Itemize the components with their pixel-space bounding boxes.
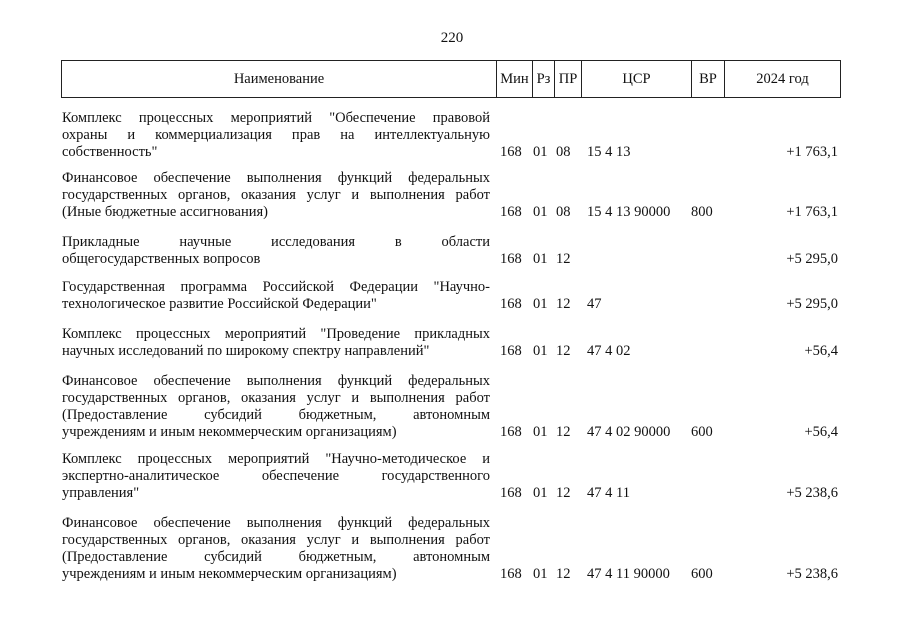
- row-name-line: учреждениям и иным некоммерческим организациям): [62, 424, 397, 440]
- table-row: [0, 371, 904, 441]
- cell-amount: +56,4: [804, 343, 838, 359]
- cell-rz: 01: [533, 343, 548, 359]
- cell-rz: 01: [533, 424, 548, 440]
- cell-amount: +5 295,0: [786, 296, 838, 312]
- row-name-line: государственных органов, оказания услуг и выполнения работ: [62, 532, 490, 548]
- row-name: [62, 515, 490, 583]
- row-name-line: Комплекс процессных мероприятий "Обеспечение правовой: [62, 110, 490, 126]
- cell-vr: 600: [691, 566, 713, 582]
- header-year: 2024 год: [725, 61, 841, 98]
- row-name-line: (Предоставление субсидий бюджетным, автономным: [62, 407, 490, 423]
- page-number: 220: [440, 30, 464, 46]
- cell-amount: +1 763,1: [786, 204, 838, 220]
- cell-csr: 47 4 02 90000: [587, 424, 671, 440]
- row-name-line: Финансовое обеспечение выполнения функций федеральных: [62, 170, 490, 186]
- cell-pr: 12: [556, 485, 571, 501]
- cell-amount: +1 763,1: [786, 144, 838, 160]
- row-name-line: управления": [62, 485, 140, 501]
- cell-amount: +5 238,6: [786, 485, 838, 501]
- row-name-line: Государственная программа Российской Федерации "Научно-: [62, 279, 490, 295]
- cell-min: 168: [500, 485, 522, 501]
- cell-min: 168: [500, 251, 522, 267]
- header-vr: ВР: [692, 61, 725, 98]
- table-row: [0, 513, 904, 583]
- cell-pr: 12: [556, 424, 571, 440]
- row-name-line: собственность": [62, 144, 158, 160]
- cell-rz: 01: [533, 296, 548, 312]
- row-name-line: охраны и коммерциализация прав на интеллектуальную: [62, 127, 490, 143]
- row-name: [62, 451, 490, 502]
- cell-vr: 600: [691, 424, 713, 440]
- header-rz: Рз: [533, 61, 555, 98]
- cell-min: 168: [500, 566, 522, 582]
- cell-min: 168: [500, 424, 522, 440]
- cell-min: 168: [500, 204, 522, 220]
- cell-pr: 12: [556, 296, 571, 312]
- cell-csr: 15 4 13 90000: [587, 204, 671, 220]
- header-name: Наименование: [62, 61, 497, 98]
- row-name-line: Финансовое обеспечение выполнения функций федеральных: [62, 373, 490, 389]
- cell-csr: 47 4 11: [587, 485, 630, 501]
- table-row: [0, 290, 904, 360]
- cell-vr: 800: [691, 204, 713, 220]
- cell-min: 168: [500, 296, 522, 312]
- row-name-line: государственных органов, оказания услуг и выполнения работ: [62, 390, 490, 406]
- row-name: [62, 326, 490, 360]
- cell-csr: 47 4 02: [587, 343, 631, 359]
- cell-csr: 47 4 11 90000: [587, 566, 670, 582]
- row-name-line: общегосударственных вопросов: [62, 251, 261, 267]
- cell-pr: 12: [556, 566, 571, 582]
- cell-pr: 12: [556, 343, 571, 359]
- cell-rz: 01: [533, 251, 548, 267]
- cell-rz: 01: [533, 144, 548, 160]
- cell-amount: +5 295,0: [786, 251, 838, 267]
- row-name-line: Комплекс процессных мероприятий "Научно-методическое и: [62, 451, 490, 467]
- cell-rz: 01: [533, 566, 548, 582]
- cell-pr: 08: [556, 204, 571, 220]
- row-name: [62, 373, 490, 441]
- cell-min: 168: [500, 343, 522, 359]
- cell-pr: 08: [556, 144, 571, 160]
- cell-amount: +56,4: [804, 424, 838, 440]
- row-name-line: Прикладные научные исследования в области: [62, 234, 490, 250]
- cell-csr: 15 4 13: [587, 144, 631, 160]
- row-name-line: Финансовое обеспечение выполнения функций федеральных: [62, 515, 490, 531]
- cell-amount: +5 238,6: [786, 566, 838, 582]
- cell-rz: 01: [533, 204, 548, 220]
- header-pr: ПР: [555, 61, 582, 98]
- row-name-line: технологическое развитие Российской Федерации": [62, 296, 377, 312]
- header-min: Мин: [497, 61, 533, 98]
- row-name-line: научных исследований по широкому спектру направлений": [62, 343, 430, 359]
- row-name-line: (Иные бюджетные ассигнования): [62, 204, 269, 220]
- table-row: [0, 432, 904, 502]
- cell-pr: 12: [556, 251, 571, 267]
- row-name-line: экспертно-аналитическое обеспечение государственного: [62, 468, 490, 484]
- row-name-line: (Предоставление субсидий бюджетным, автономным: [62, 549, 490, 565]
- cell-min: 168: [500, 144, 522, 160]
- row-name-line: государственных органов, оказания услуг и выполнения работ: [62, 187, 490, 203]
- row-name-line: учреждениям и иным некоммерческим организациям): [62, 566, 397, 582]
- cell-csr: 47: [587, 296, 602, 312]
- cell-rz: 01: [533, 485, 548, 501]
- header-csr: ЦСР: [582, 61, 692, 98]
- row-name-line: Комплекс процессных мероприятий "Проведение прикладных: [62, 326, 490, 342]
